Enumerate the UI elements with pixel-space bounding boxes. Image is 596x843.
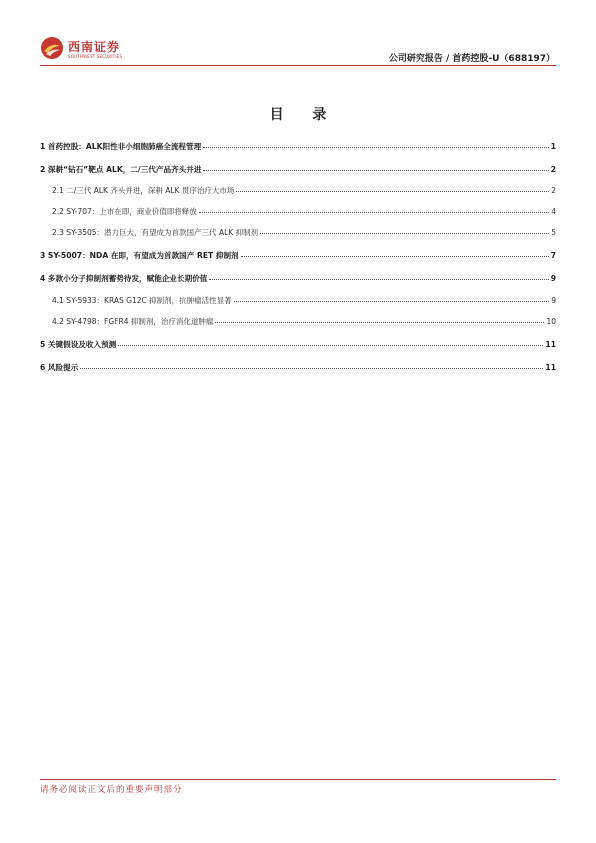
toc-entry[interactable] — [40, 363, 556, 373]
brand-name-en: SOUTHWEST SECURITIES — [68, 54, 123, 59]
toc-entry-page: 7 — [550, 251, 556, 260]
toc-entry-leader — [234, 301, 550, 302]
toc-entry-page: 4 — [551, 207, 556, 216]
toc-title: 目 录 — [269, 107, 339, 123]
toc-entry[interactable] — [40, 340, 556, 350]
toc-entry-leader — [80, 368, 543, 369]
toc-entry-page: 11 — [545, 363, 556, 372]
toc-entry-page: 9 — [551, 296, 556, 305]
toc-entry-text: 2.2 SY-707：上市在即，商业价值即将释放 — [52, 207, 197, 216]
toc-entry-leader — [215, 322, 544, 323]
toc-entry-leader — [209, 279, 548, 280]
toc-entry-text: 4.1 SY-5933：KRAS G12C 抑制剂，抗肿瘤活性显著 — [52, 296, 232, 305]
toc-entry-leader — [260, 233, 549, 234]
toc-entry[interactable] — [52, 228, 556, 238]
toc-entry[interactable] — [40, 274, 556, 284]
toc-entry-page: 11 — [545, 340, 556, 349]
toc-entry-page: 2 — [550, 165, 556, 174]
toc-entry-text: 4.2 SY-4798：FGFR4 抑制剂，治疗消化道肿瘤 — [52, 317, 214, 326]
toc-entry-text: 3 SY-5007：NDA 在即，有望成为首款国产 RET 抑制剂 — [40, 251, 239, 260]
toc-entry-text: 5 关键假设及收入预测 — [40, 340, 117, 349]
toc-entry[interactable] — [52, 317, 556, 327]
toc-entry-text: 4 多款小分子抑制剂蓄势待发，赋能企业长期价值 — [40, 274, 208, 283]
report-header-title: 公司研究报告 / 首药控股-U（688197） — [388, 54, 555, 64]
toc-entry-leader — [236, 191, 549, 192]
footer-divider — [40, 779, 556, 780]
toc-entry-text: 1 首药控股：ALK阳性非小细胞肺癌全流程管理 — [40, 142, 202, 151]
header-divider — [40, 65, 556, 66]
toc-entry-leader — [203, 170, 548, 171]
toc-entry-leader — [199, 212, 549, 213]
brand-logo — [40, 36, 140, 66]
toc-entry-page: 5 — [551, 228, 556, 237]
toc-entry-leader — [241, 256, 549, 257]
toc-entry-text: 2 深耕“钻石”靶点 ALK，二/三代产品齐头并进 — [40, 165, 202, 174]
toc-entry-page: 9 — [550, 274, 556, 283]
footer-notice: 请务必阅读正文后的重要声明部分 — [40, 785, 183, 795]
toc-entry-text: 2.1 二/三代 ALK 齐头并进，深耕 ALK 贯序治疗大市场 — [52, 186, 235, 195]
toc-entry[interactable] — [52, 186, 556, 196]
toc-entry[interactable] — [40, 251, 556, 261]
toc-entry[interactable] — [40, 165, 556, 175]
toc-entry-text: 2.3 SY-3505：潜力巨大，有望成为首款国产三代 ALK 抑制剂 — [52, 228, 259, 237]
toc-entry[interactable] — [52, 296, 556, 306]
toc-entry-page: 1 — [550, 142, 556, 151]
toc-entry-page: 2 — [551, 186, 556, 195]
toc-entry[interactable] — [52, 207, 556, 217]
toc-entry-page: 10 — [546, 317, 556, 326]
brand-name-cn: 西南证券 — [68, 40, 121, 54]
brand-logo-icon — [40, 36, 64, 60]
toc-entry-leader — [203, 147, 548, 148]
toc-entry-text: 6 风险提示 — [40, 363, 79, 372]
toc-entry-leader — [118, 345, 543, 346]
toc-entry[interactable] — [40, 142, 556, 152]
